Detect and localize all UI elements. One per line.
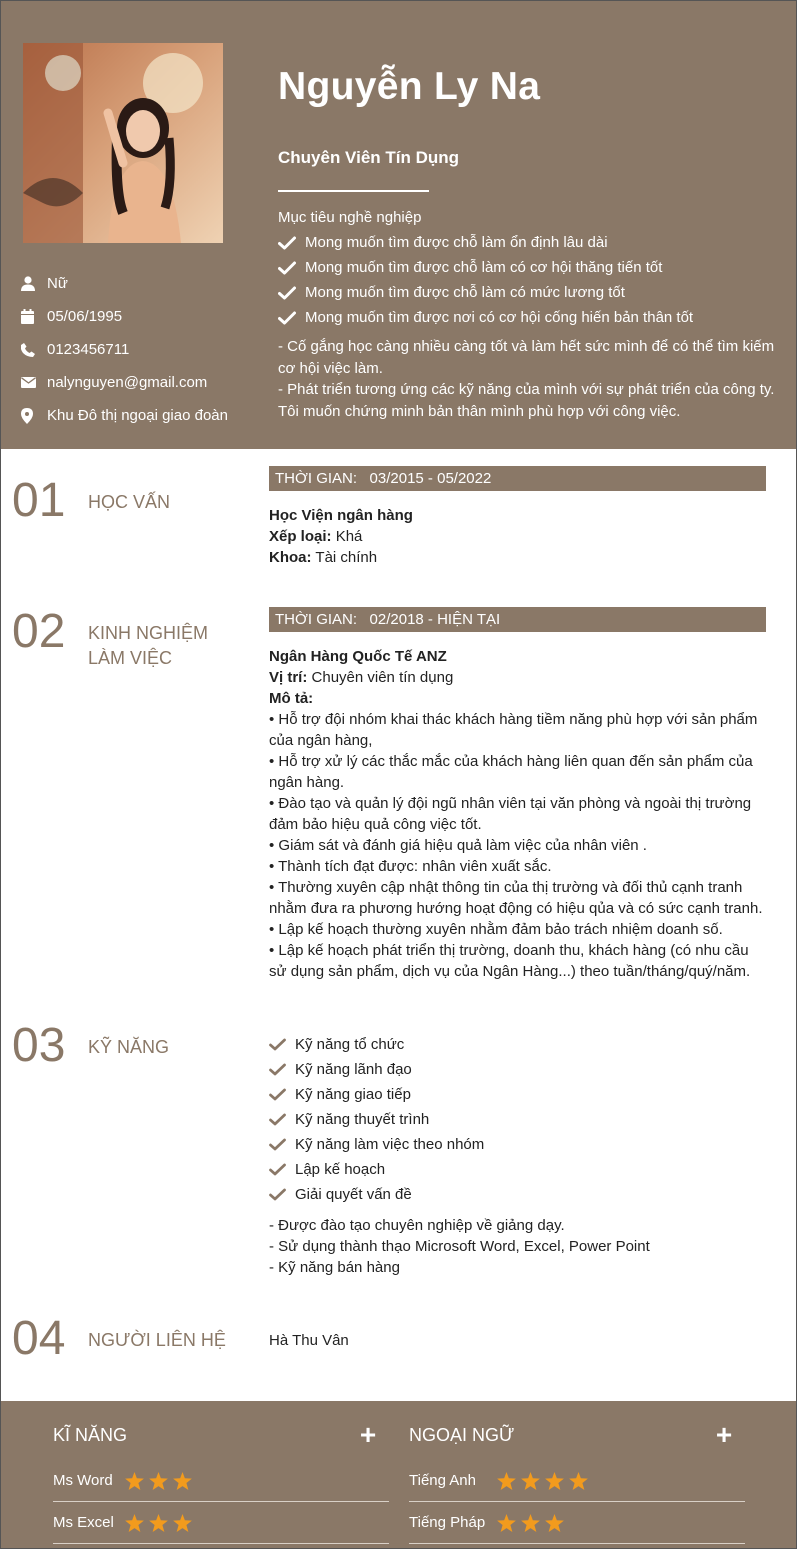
info-birthday — [21, 300, 261, 333]
footer-skill-row: Ms Word — [53, 1460, 389, 1502]
check-icon — [269, 1063, 295, 1076]
footer-languages-title: NGOẠI NGỮ — [409, 1424, 515, 1445]
skill-item: Kỹ năng lãnh đạo — [269, 1057, 484, 1082]
info-gender — [21, 267, 261, 300]
faculty-value: Tài chính — [315, 549, 378, 566]
footer-language-row: Tiếng Pháp — [409, 1502, 745, 1544]
personal-info — [21, 267, 261, 432]
duty-item: • Thường xuyên cập nhật thông tin của thị trường và đối thủ cạnh tranh nhằm đưa ra phương hướng hoạt động có hiệu qủa và có sức cạnh tranh. — [269, 879, 763, 917]
school-name: Học Viện ngân hàng — [269, 507, 413, 524]
footer-language-row: Tiếng Anh — [409, 1460, 745, 1502]
address-text: Khu Đô thị ngoại giao đoàn — [47, 407, 228, 424]
education-title: HỌC VẤN — [88, 492, 171, 512]
phone-icon — [21, 343, 47, 357]
info-phone — [21, 333, 261, 366]
duty-item: • Hỗ trợ xử lý các thắc mắc của khách hàng liên quan đến sản phẩm của ngân hàng. — [269, 753, 753, 791]
add-language-button[interactable]: + — [715, 1419, 733, 1450]
skill-item: Kỹ năng thuyết trình — [269, 1107, 484, 1132]
position-value: Chuyên viên tín dụng — [311, 669, 454, 686]
objective-item: Mong muốn tìm được chỗ làm có mức lương tốt — [278, 280, 693, 305]
duty-item: • Lập kế hoạch phát triển thị trường, doanh thu, khách hàng (có nhu cầu sử dụng sản phẩm, dịch vụ của Ngân Hàng...) theo tuần/tháng/quý/năm. — [269, 942, 751, 980]
skill-item: Giải quyết vấn đề — [269, 1182, 484, 1207]
star-icon — [497, 1472, 516, 1490]
star-icon — [149, 1472, 168, 1490]
objective-item: Mong muốn tìm được chỗ làm ổn định lâu dài — [278, 230, 693, 255]
footer-languages-header — [409, 1421, 745, 1449]
skills-list — [269, 1032, 484, 1207]
star-icon — [125, 1514, 144, 1532]
experience-time-bar: THỜI GIAN: 02/2018 - HIỆN TẠI — [269, 607, 766, 632]
objective-description: - Cố gắng học càng nhiều càng tốt và làm hết sức mình để có thể tìm kiếm cơ hội việc làm. - Phát triển tương ứng các kỹ năng của mình với sự phát triển của công ty. Tôi muốn chứng minh bản thân mình phù hợp với công việc. — [278, 338, 775, 420]
reference-number: 04 — [12, 1312, 66, 1365]
skills-title: KỸ NĂNG — [88, 1037, 170, 1057]
info-address — [21, 399, 261, 432]
education-time-bar: THỜI GIAN: 03/2015 - 05/2022 — [269, 466, 766, 491]
check-icon — [278, 286, 305, 300]
skill-item: Lập kế hoạch — [269, 1157, 484, 1182]
phone-text: 0123456711 — [47, 341, 130, 358]
objective-item: Mong muốn tìm được nơi có cơ hội cống hiến bản thân tốt — [278, 305, 693, 330]
birthday-text: 05/06/1995 — [47, 308, 123, 325]
grade-value: Khá — [335, 528, 363, 545]
education-number: 01 — [12, 474, 66, 527]
company-name: Ngân Hàng Quốc Tế ANZ — [269, 648, 447, 665]
skill-item: Kỹ năng làm việc theo nhóm — [269, 1132, 484, 1157]
check-icon — [278, 261, 305, 275]
calendar-icon — [21, 309, 47, 324]
envelope-icon — [21, 377, 47, 388]
check-icon — [269, 1088, 295, 1101]
star-icon — [545, 1514, 564, 1532]
footer-section — [1, 1401, 797, 1549]
map-pin-icon — [21, 408, 47, 424]
star-icon — [173, 1472, 192, 1490]
star-icon — [545, 1472, 564, 1490]
star-rating — [125, 1514, 192, 1532]
education-content: Học Viện ngân hàng Xếp loại: Khá Khoa: Tài chính — [269, 507, 413, 566]
skill-item: Kỹ năng giao tiếp — [269, 1082, 484, 1107]
duty-item: • Hỗ trợ đội nhóm khai thác khách hàng tiềm năng phù hợp với sản phẩm của ngân hàng, — [269, 711, 758, 749]
add-skill-button[interactable]: + — [359, 1419, 377, 1450]
cv-header — [1, 1, 797, 449]
skill-item: Kỹ năng tổ chức — [269, 1032, 484, 1057]
star-icon — [569, 1472, 588, 1490]
footer-skills-title: KĨ NĂNG — [53, 1424, 128, 1445]
star-rating — [497, 1472, 588, 1490]
check-icon — [269, 1038, 295, 1051]
duty-item: • Lập kế hoạch thường xuyên nhằm đảm bảo trách nhiệm doanh số. — [269, 921, 723, 938]
duty-item: • Giám sát và đánh giá hiệu quả làm việc của nhân viên . — [269, 837, 647, 854]
duty-item: • Đào tạo và quản lý đội ngũ nhân viên tại văn phòng và ngoài thị trường đảm bảo hiệu quả công việc tốt. — [269, 795, 752, 833]
objective-item: Mong muốn tìm được chỗ làm có cơ hội thăng tiến tốt — [278, 255, 693, 280]
experience-title: KINH NGHIỆM LÀM VIỆC — [88, 623, 209, 668]
info-email — [21, 366, 261, 399]
star-icon — [149, 1514, 168, 1532]
star-rating — [125, 1472, 192, 1490]
check-icon — [278, 311, 305, 325]
star-icon — [125, 1472, 144, 1490]
email-text: nalynguyen@gmail.com — [47, 374, 208, 391]
check-icon — [269, 1113, 295, 1126]
title-divider — [278, 190, 429, 192]
objective-label: Mục tiêu nghề nghiệp — [278, 209, 422, 226]
check-icon — [269, 1188, 295, 1201]
star-icon — [521, 1472, 540, 1490]
experience-number: 02 — [12, 605, 66, 658]
job-title: Chuyên Viên Tín Dụng — [278, 148, 460, 167]
skills-extra: - Được đào tạo chuyên nghiệp về giảng dạy. - Sử dụng thành thạo Microsoft Word, Excel, Power Point - Kỹ năng bán hàng — [269, 1217, 650, 1276]
star-rating — [497, 1514, 564, 1532]
reference-name: Hà Thu Vân — [269, 1332, 349, 1349]
skills-number: 03 — [12, 1019, 66, 1072]
objective-list — [278, 230, 693, 330]
check-icon — [278, 236, 305, 250]
user-icon — [21, 276, 47, 291]
star-icon — [497, 1514, 516, 1532]
reference-title: NGƯỜI LIÊN HỆ — [88, 1330, 226, 1350]
candidate-name: Nguyễn Ly Na — [278, 65, 541, 108]
footer-skill-row: Ms Excel — [53, 1502, 389, 1544]
check-icon — [269, 1163, 295, 1176]
check-icon — [269, 1138, 295, 1151]
duty-item: • Thành tích đạt được: nhân viên xuất sắc. — [269, 858, 552, 875]
profile-photo — [23, 43, 223, 243]
experience-content: Ngân Hàng Quốc Tế ANZ Vị trí: Chuyên viên tín dụng Mô tả: • Hỗ trợ đội nhóm khai thác khách hàng tiềm năng phù hợp với sản phẩm của ngân hàng, • Hỗ trợ xử lý các thắc mắc của khách hàng liên quan đến sản phẩm của ngân hàng. • Đào tạo và quản lý đội ngũ nhân viên tại văn phòng và ngoài thị trường đảm bảo hiệu quả công việc tốt. • Giám sát và đánh giá hiệu quả làm việc của nhân viên . • Thành tích đạt được: nhân viên xuất sắc. • Thường xuyên cập nhật thông tin của thị trường và đối thủ cạnh tranh nhằm đưa ra phương hướng hoạt động có hiệu qủa và có sức cạnh tranh. • Lập kế hoạch thường xuyên nhằm đảm bảo trách nhiệm doanh số. • Lập kế hoạch phát triển thị trường, doanh thu, khách hàng (có nhu cầu sử dụng sản phẩm, dịch vụ của Ngân Hàng...) theo tuần/tháng/quý/năm. — [269, 646, 766, 982]
footer-skills-header — [53, 1421, 389, 1449]
star-icon — [173, 1514, 192, 1532]
gender-text: Nữ — [47, 275, 68, 292]
star-icon — [521, 1514, 540, 1532]
